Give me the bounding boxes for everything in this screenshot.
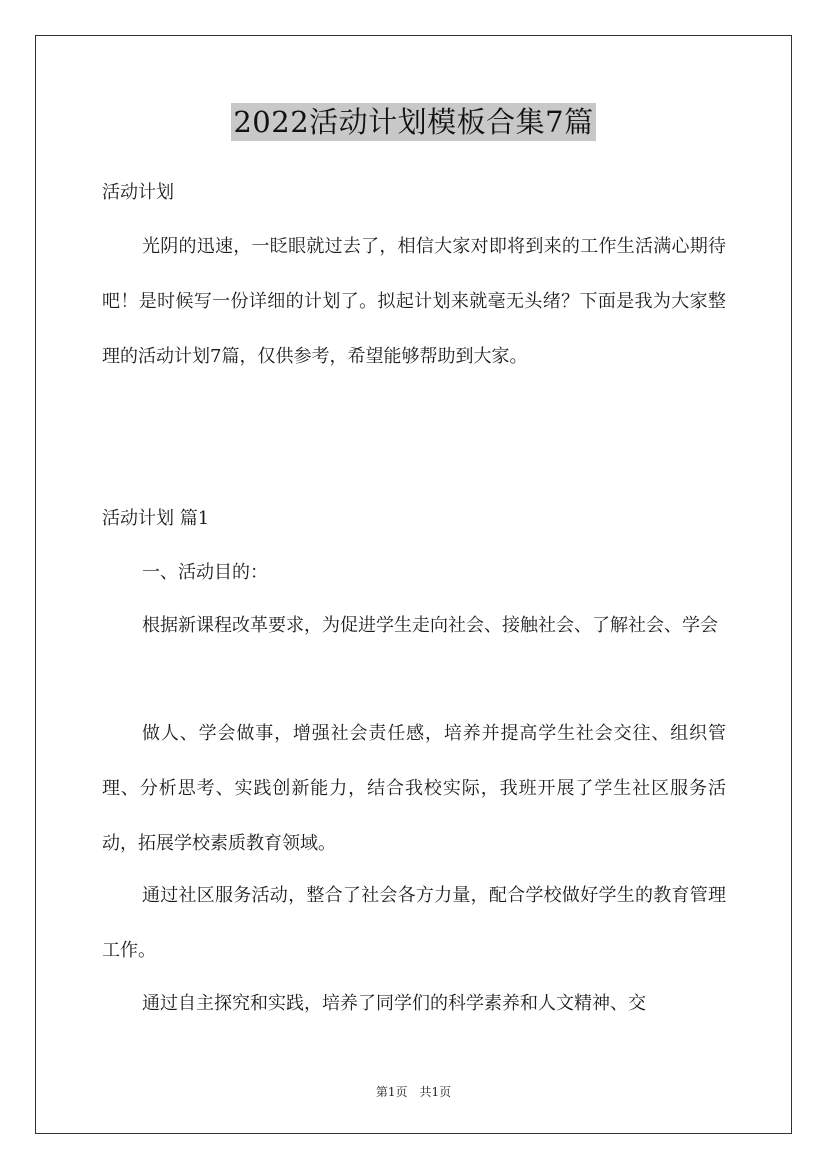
section-paragraph-2: 做人、学会做事，增强社会责任感，培养并提高学生社会交往、组织管理、分析思考、实践创新能力，结合我校实际，我班开展了学生社区服务活动，拓展学校素质教育领域。: [102, 723, 726, 854]
intro-paragraph: 光阴的迅速，一眨眼就过去了，相信大家对即将到来的工作生活满心期待吧！是时候写一份详细的计划了。拟起计划来就毫无头绪？下面是我为大家整理的活动计划7篇，仅供参考，希望能够帮助到大家。: [102, 236, 726, 367]
intro-heading: 活动计划: [102, 182, 174, 203]
section-paragraph-3: 通过社区服务活动，整合了社会各方力量，配合学校做好学生的教育管理工作。: [102, 885, 726, 961]
section-paragraph-1: 根据新课程改革要求，为促进学生走向社会、接触社会、了解社会、学会: [142, 615, 718, 636]
section-sub-heading-purpose: 一、活动目的：: [142, 562, 268, 583]
document-title: 2022活动计划模板合集7篇: [233, 105, 594, 139]
page-number-footer: 第1页 共1页: [375, 1085, 452, 1099]
section-paragraph-4: 通过自主探究和实践，培养了同学们的科学素养和人文精神、交: [142, 993, 646, 1014]
title-container: [0, 103, 827, 141]
section-heading-1: 活动计划 篇1: [102, 508, 210, 529]
